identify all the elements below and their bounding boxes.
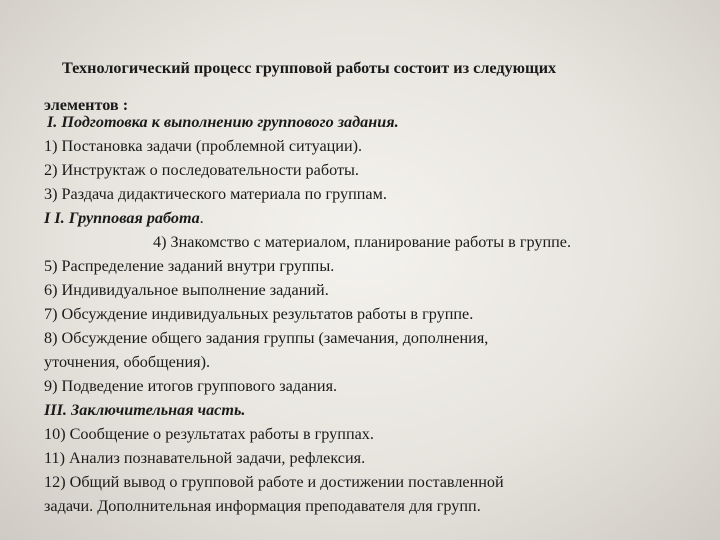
list-item-3: 3) Раздача дидактического материала по группам. — [44, 185, 387, 203]
section-3-title: III. Заключительная часть. — [44, 401, 246, 419]
heading-line-1: Технологический процесс групповой работы состоит из следующих — [62, 59, 557, 77]
section-2-title-period: . — [199, 209, 204, 227]
list-item-11: 11) Анализ познавательной задачи, рефлексия. — [44, 449, 366, 467]
list-item-12-line-2: задачи. Дополнительная информация преподавателя для групп. — [44, 497, 481, 515]
list-item-9: 9) Подведение итогов группового задания. — [44, 377, 338, 395]
list-item-7: 7) Обсуждение индивидуальных результатов работы в группе. — [44, 305, 474, 323]
list-item-2: 2) Инструктаж о последовательности работы. — [44, 161, 359, 179]
section-1-title: I. Подготовка к выполнению группового задания. — [47, 113, 399, 131]
heading-line-2: элементов : — [44, 96, 129, 114]
section-2-title: I I. Групповая работа — [44, 209, 200, 227]
list-item-5: 5) Распределение заданий внутри группы. — [44, 257, 335, 275]
section-2-title-line — [44, 208, 204, 228]
list-item-4: 4) Знакомство с материалом, планирование работы в группе. — [153, 233, 572, 251]
list-item-1: 1) Постановка задачи (проблемной ситуации). — [44, 137, 363, 155]
list-item-8-line-1: 8) Обсуждение общего задания группы (замечания, дополнения, — [44, 329, 489, 347]
list-item-8-line-2: уточнения, обобщения). — [44, 353, 211, 371]
list-item-6: 6) Индивидуальное выполнение заданий. — [44, 281, 329, 299]
list-item-12-line-1: 12) Общий вывод о групповой работе и достижении поставленной — [44, 473, 504, 491]
list-item-10: 10) Сообщение о результатах работы в группах. — [44, 425, 374, 443]
